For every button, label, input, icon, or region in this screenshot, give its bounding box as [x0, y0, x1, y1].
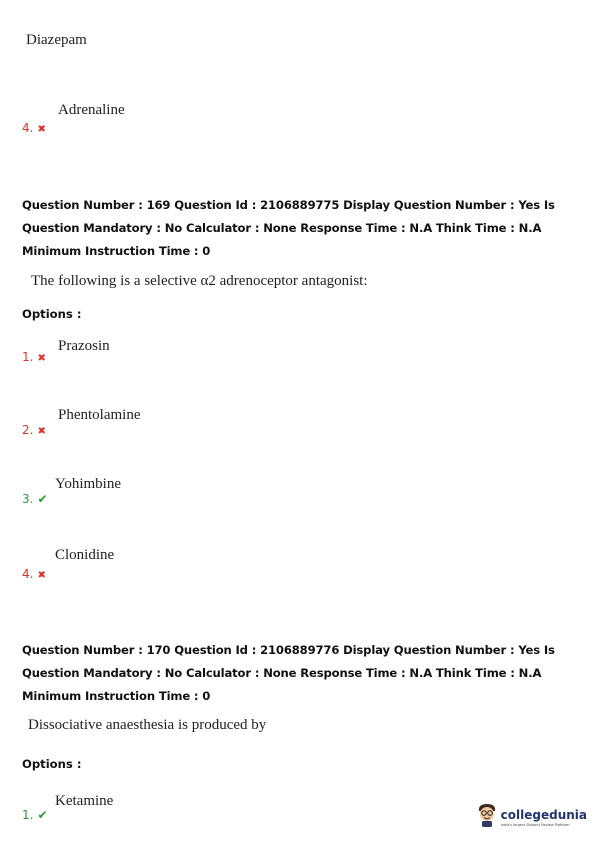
cross-icon: ✖: [37, 570, 46, 581]
check-icon: ✔: [37, 808, 48, 822]
option-4-text: Adrenaline: [58, 102, 125, 118]
mascot-icon: [476, 802, 498, 828]
q169-option-1-marker: [22, 346, 46, 365]
question-169-text: The following is a selective α2 adrenoceptor antagonist:: [31, 273, 368, 289]
question-169-options-label: Options :: [22, 307, 82, 321]
option-4-row: [22, 117, 46, 136]
q169-option-1-text: Prazosin: [58, 338, 110, 354]
option-number: 3.: [22, 492, 34, 506]
option-number: 2.: [22, 423, 34, 437]
question-170-meta: Question Number : 170 Question Id : 2106889776 Display Question Number : Yes Is Question Mandatory : No Calculator : None Response Time : N.A Think Time : N.A Minimum Instruction Time : 0: [22, 643, 555, 704]
option-number: 1.: [22, 808, 34, 822]
q170-option-1-marker: [22, 804, 48, 823]
question-170-text: Dissociative anaesthesia is produced by: [28, 717, 267, 733]
q169-option-3-marker: [22, 488, 48, 507]
cross-icon: ✖: [37, 426, 46, 437]
question-169-meta: Question Number : 169 Question Id : 2106889775 Display Question Number : Yes Is Question Mandatory : No Calculator : None Response Time : N.A Think Time : N.A Minimum Instruction Time : 0: [22, 198, 555, 259]
option-3-text: Diazepam: [26, 32, 87, 48]
question-170-options-label: Options :: [22, 757, 82, 771]
q169-option-2-marker: [22, 419, 46, 438]
logo-name: collegedunia: [500, 807, 587, 822]
option-number: 1.: [22, 350, 34, 364]
logo-tagline: India's largest Student Review Platform: [500, 822, 570, 827]
q169-option-4-marker: [22, 563, 46, 582]
check-icon: ✔: [37, 492, 48, 506]
collegedunia-logo: [476, 802, 587, 828]
cross-icon: ✖: [37, 124, 46, 135]
q170-option-1-text: Ketamine: [55, 793, 114, 809]
cross-icon: ✖: [37, 353, 46, 364]
q169-option-4-text: Clonidine: [55, 547, 115, 563]
option-number: 4.: [22, 567, 34, 581]
option-number: 4.: [22, 121, 34, 135]
q169-option-2-text: Phentolamine: [58, 407, 141, 423]
q169-option-3-text: Yohimbine: [55, 476, 121, 492]
